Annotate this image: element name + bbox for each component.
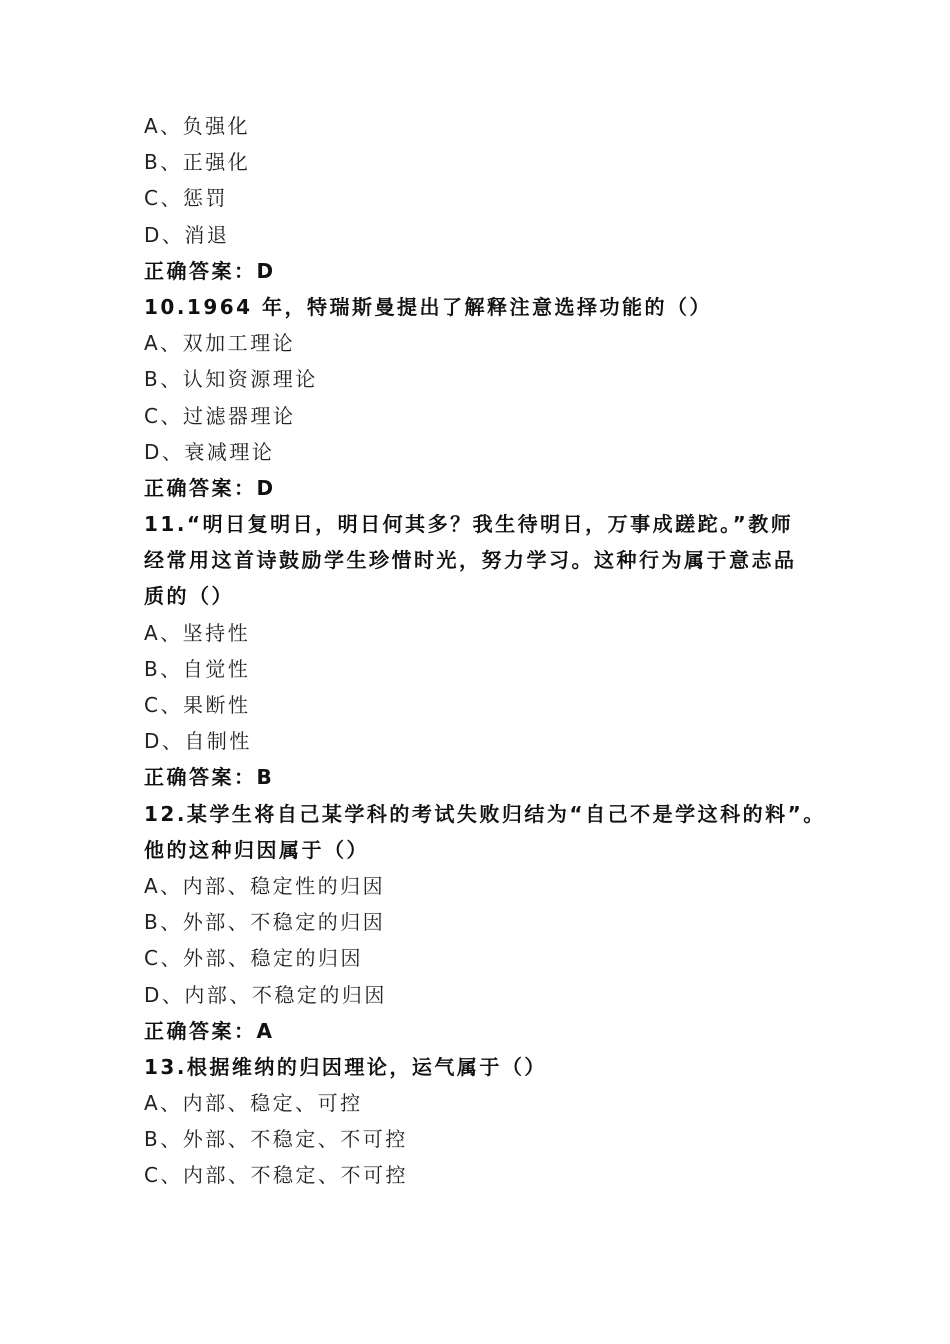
answer-line: 正确答案：D	[144, 258, 276, 283]
option-line: D、自制性	[144, 729, 252, 754]
option-line: B、外部、不稳定的归因	[144, 910, 386, 935]
option-line: A、双加工理论	[144, 331, 296, 356]
question-line: 12.某学生将自己某学科的考试失败归结为“自己不是学这科的料”。	[144, 801, 826, 826]
option-line: B、正强化	[144, 150, 251, 175]
document-page	[144, 108, 844, 1194]
option-line: C、内部、不稳定、不可控	[144, 1163, 408, 1188]
option-line: B、认知资源理论	[144, 367, 318, 392]
option-line: B、自觉性	[144, 656, 251, 681]
question-line: 13.根据维纳的归因理论，运气属于（）	[144, 1054, 547, 1079]
question-line: 质的（）	[144, 584, 234, 609]
option-line: A、内部、稳定、可控	[144, 1091, 363, 1116]
question-line: 11.“明日复明日，明日何其多？我生待明日，万事成蹉跎。”教师	[144, 512, 794, 537]
option-line: D、消退	[144, 222, 230, 247]
option-line: D、内部、不稳定的归因	[144, 982, 387, 1007]
option-line: A、坚持性	[144, 620, 251, 645]
question-line: 10.1964 年，特瑞斯曼提出了解释注意选择功能的（）	[144, 294, 713, 319]
option-line: A、负强化	[144, 114, 251, 138]
answer-line: 正确答案：D	[144, 475, 276, 500]
option-line: A、内部、稳定性的归因	[144, 873, 386, 898]
option-line: D、衰减理论	[144, 439, 275, 464]
answer-line: 正确答案：A	[144, 1018, 275, 1043]
option-line: B、外部、不稳定、不可控	[144, 1127, 408, 1152]
option-line: C、外部、稳定的归因	[144, 946, 363, 971]
question-line: 他的这种归因属于（）	[144, 837, 369, 862]
question-line: 经常用这首诗鼓励学生珍惜时光，努力学习。这种行为属于意志品	[144, 548, 797, 573]
answer-line: 正确答案：B	[144, 765, 275, 790]
option-line: C、惩罚	[144, 186, 228, 211]
option-line: C、过滤器理论	[144, 403, 296, 428]
option-line: C、果断性	[144, 693, 251, 717]
